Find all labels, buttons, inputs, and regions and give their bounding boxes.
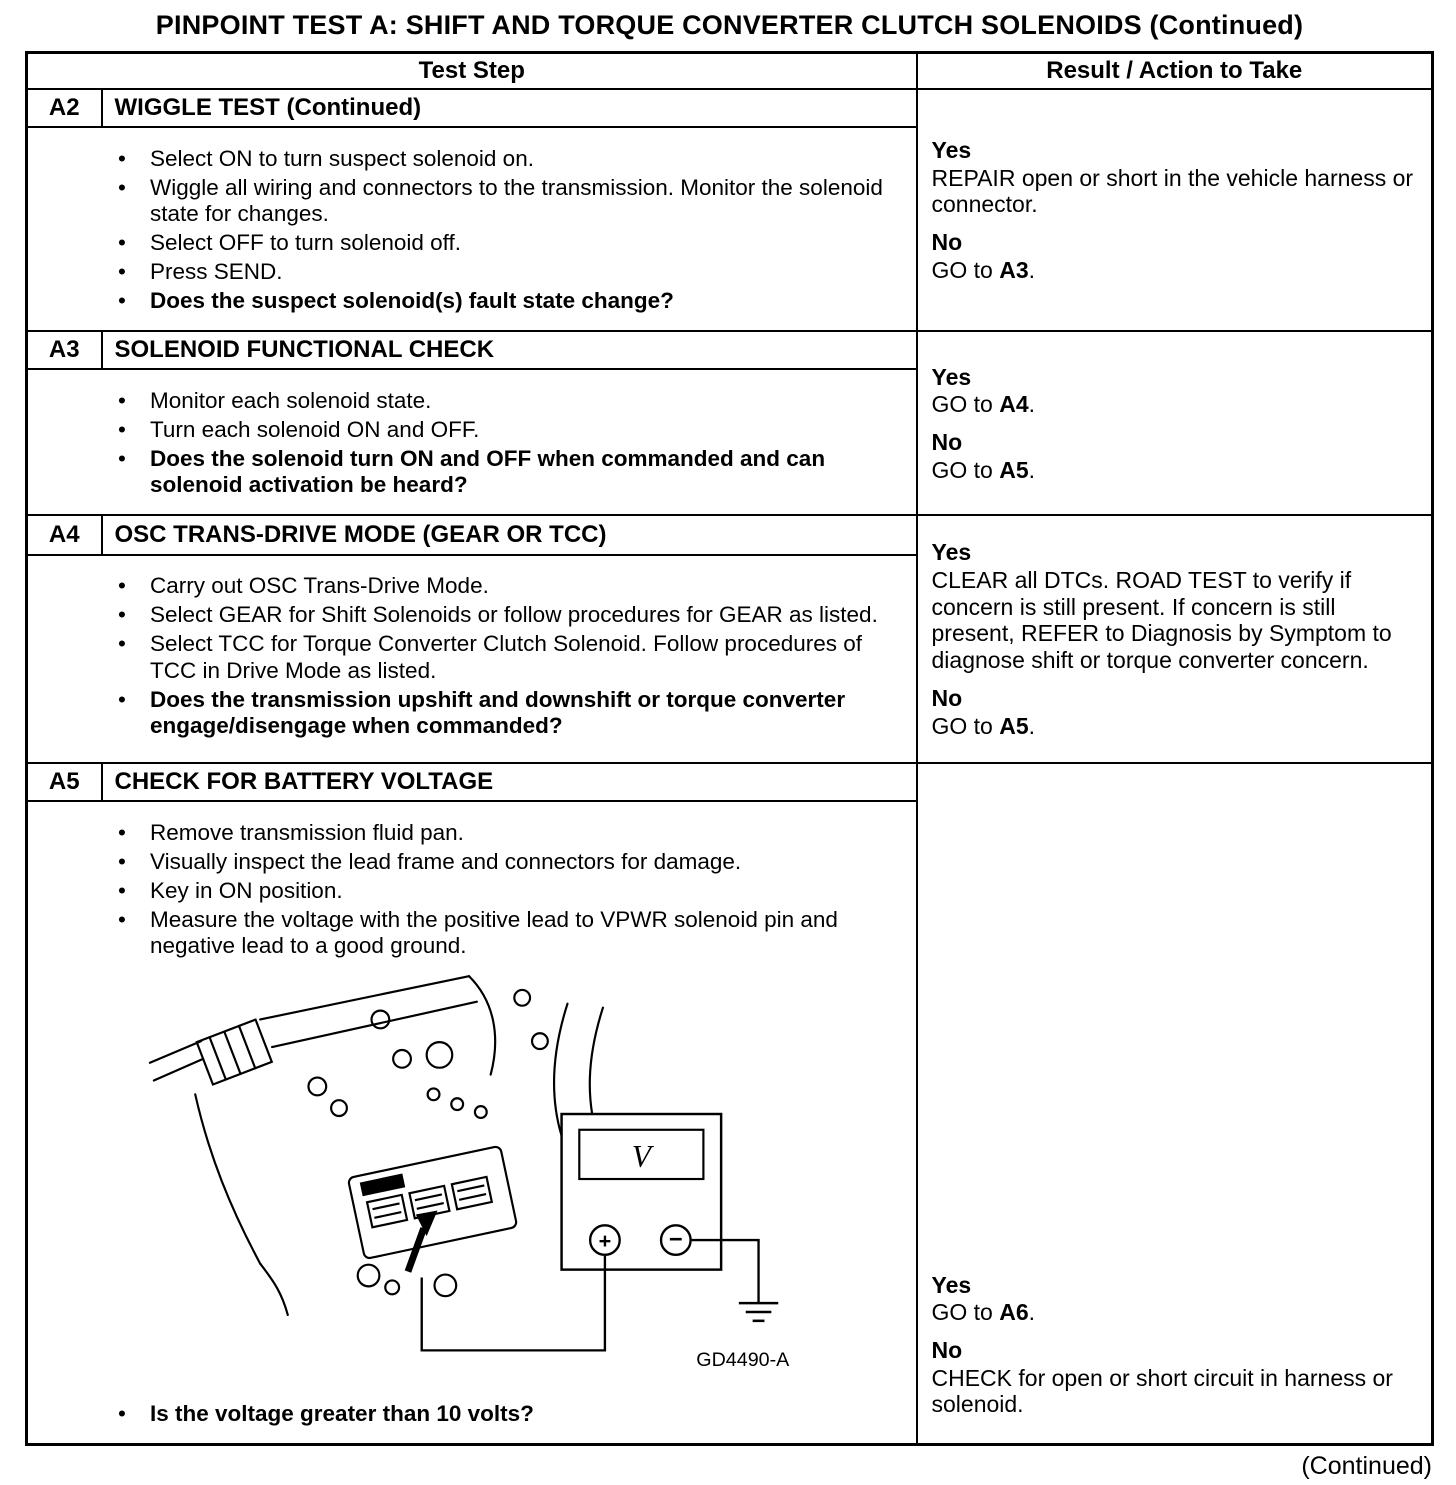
result-action — [932, 713, 1418, 740]
action-text: A6 — [999, 1299, 1029, 1326]
figure-container — [144, 968, 904, 1397]
probe-arrow-icon — [408, 1210, 438, 1271]
bullet-item — [116, 1401, 904, 1428]
vpwr-pin-icon — [361, 1175, 404, 1195]
bullet-text: Wiggle all wiring and connectors to the transmission. Monitor the solenoid state for changes. — [150, 174, 883, 227]
result-group — [932, 137, 1418, 218]
bullet-text: Press SEND. — [150, 259, 283, 285]
bullet-text: Select GEAR for Shift Solenoids or follow procedures for GEAR as listed. — [150, 602, 878, 628]
result-answer: Yes — [931, 136, 972, 163]
step-body — [27, 369, 917, 515]
result-group — [932, 229, 1418, 283]
step-result-cell — [917, 515, 1433, 763]
action-text: GO to — [931, 712, 1000, 739]
action-text: A4 — [999, 391, 1029, 418]
positive-terminal-icon: + — [598, 1227, 612, 1253]
negative-terminal-icon: − — [668, 1226, 683, 1253]
bullet-item — [116, 573, 904, 600]
bullet-icon: • — [118, 288, 126, 314]
bullet-text: Select OFF to turn solenoid off. — [150, 230, 461, 256]
step-title: CHECK FOR BATTERY VOLTAGE — [102, 763, 917, 801]
pinpoint-test-table — [25, 51, 1434, 1446]
bullet-icon: • — [118, 1400, 126, 1426]
bullet-item — [116, 631, 904, 684]
bullet-text: Key in ON position. — [150, 877, 343, 903]
bullet-text: Measure the voltage with the positive lead to VPWR solenoid pin and negative lead to a good ground. — [150, 906, 838, 959]
figure-caption: GD4490-A — [696, 1349, 790, 1372]
bullet-item — [116, 175, 904, 228]
bullet-text: Select ON to turn suspect solenoid on. — [150, 145, 534, 171]
page-title: PINPOINT TEST A: SHIFT AND TORQUE CONVERTER CLUTCH SOLENOIDS (Continued) — [155, 10, 1304, 40]
action-text: . — [1028, 456, 1036, 483]
bullet-item — [116, 388, 904, 415]
result-answer: No — [931, 428, 963, 455]
result-action — [932, 1365, 1418, 1418]
action-text: A5 — [999, 456, 1029, 483]
ground-symbol-icon — [739, 1303, 778, 1321]
bullet-text: Select TCC for Torque Converter Clutch Solenoid. Follow procedures of TCC in Drive Mode as listed. — [150, 631, 863, 683]
result-action — [932, 1299, 1418, 1326]
result-answer: Yes — [931, 363, 972, 390]
step-header-row — [27, 89, 1433, 127]
result-group — [932, 1272, 1418, 1326]
result-answer: No — [931, 1336, 963, 1363]
bullet-item — [116, 146, 904, 173]
action-text: . — [1028, 391, 1036, 418]
step-title: OSC TRANS-DRIVE MODE (GEAR OR TCC) — [102, 515, 917, 554]
step-header-row — [27, 763, 1433, 801]
result-group — [932, 685, 1418, 739]
result-action — [932, 457, 1418, 484]
bullet-text: Monitor each solenoid state. — [150, 387, 432, 413]
result-column-header: Result / Action to Take — [917, 53, 1433, 90]
step-title: WIGGLE TEST (Continued) — [102, 89, 917, 127]
result-group — [932, 539, 1418, 673]
action-text: . — [1028, 256, 1036, 283]
bullet-text: Remove transmission fluid pan. — [150, 819, 464, 845]
continued-note: (Continued) — [1301, 1451, 1432, 1480]
bullet-item — [116, 878, 904, 905]
bullet-item — [116, 849, 904, 876]
bullet-text: Does the transmission upshift and downshift or torque converter engage/disengage when commanded? — [150, 686, 846, 739]
bullet-icon: • — [118, 230, 126, 256]
bullet-text: Turn each solenoid ON and OFF. — [150, 416, 480, 442]
bullet-icon: • — [118, 819, 126, 845]
column-header-row — [27, 53, 1433, 90]
step-id: A3 — [27, 331, 102, 369]
step-id: A5 — [27, 763, 102, 801]
bullet-item — [116, 417, 904, 444]
pinpoint-table-body — [27, 89, 1433, 1444]
bullet-item — [116, 820, 904, 847]
result-action — [932, 567, 1418, 674]
step-result-cell — [917, 89, 1433, 331]
bullet-text: Is the voltage greater than 10 volts? — [150, 1400, 534, 1426]
action-text: REPAIR open or short in the vehicle harness or connector. — [931, 164, 1414, 218]
bullet-icon: • — [118, 387, 126, 413]
step-body — [27, 127, 917, 331]
bullet-text: Visually inspect the lead frame and connectors for damage. — [150, 848, 742, 874]
solenoid-connector — [348, 1146, 517, 1259]
result-action — [932, 257, 1418, 284]
voltmeter-display-label: V — [631, 1139, 651, 1175]
result-answer: Yes — [931, 539, 972, 566]
step-header-row — [27, 515, 1433, 554]
bullet-icon: • — [118, 573, 126, 599]
bullet-item — [116, 446, 904, 499]
bullet-text: Carry out OSC Trans-Drive Mode. — [150, 573, 489, 599]
bullet-icon: • — [118, 416, 126, 442]
action-text: CLEAR all DTCs. ROAD TEST to verify if concern is still present. If concern is still present, REFER to Diagnosis by Symptom to diagnose shift or torque converter concern. — [931, 567, 1392, 674]
action-text: CHECK for open or short circuit in harness or solenoid. — [931, 1364, 1393, 1418]
bullet-text: Does the solenoid turn ON and OFF when commanded and can solenoid activation be heard? — [150, 445, 826, 498]
bullet-icon: • — [118, 906, 126, 932]
voltmeter — [562, 1114, 722, 1270]
action-text: GO to — [931, 1299, 1000, 1326]
action-text: A3 — [999, 256, 1029, 283]
step-header-row — [27, 331, 1433, 369]
bullet-item — [116, 907, 904, 960]
harness-connector-icon — [197, 1020, 272, 1085]
bullet-icon: • — [118, 174, 126, 200]
bullet-item — [116, 288, 904, 315]
bullet-icon: • — [118, 848, 126, 874]
bullet-item — [116, 602, 904, 629]
bullet-icon: • — [118, 145, 126, 171]
bullet-icon: • — [118, 631, 126, 657]
step-title: SOLENOID FUNCTIONAL CHECK — [102, 331, 917, 369]
bullet-text: Does the suspect solenoid(s) fault state change? — [150, 288, 674, 314]
bullet-item — [116, 230, 904, 257]
step-id: A4 — [27, 515, 102, 554]
action-text: GO to — [931, 456, 1000, 483]
battery-voltage-diagram — [144, 968, 794, 1392]
bullet-item — [116, 259, 904, 286]
bullet-icon: • — [118, 877, 126, 903]
result-action — [932, 391, 1418, 418]
step-id: A2 — [27, 89, 102, 127]
result-answer: Yes — [931, 1271, 972, 1298]
action-text: GO to — [931, 391, 1000, 418]
bullet-icon: • — [118, 686, 126, 712]
result-group — [932, 1337, 1418, 1418]
result-group — [932, 429, 1418, 483]
bullet-icon: • — [118, 259, 126, 285]
action-text: . — [1028, 1299, 1036, 1326]
step-result-cell — [917, 331, 1433, 515]
result-answer: No — [931, 684, 963, 711]
step-result-cell — [917, 763, 1433, 1444]
result-answer: No — [931, 228, 963, 255]
action-text: . — [1028, 712, 1036, 739]
step-body — [27, 555, 917, 763]
result-action — [932, 165, 1418, 218]
action-text: GO to — [931, 256, 1000, 283]
lead-frame-drawing — [150, 976, 603, 1315]
bullet-item — [116, 687, 904, 740]
step-body — [27, 801, 917, 1444]
action-text: A5 — [999, 712, 1029, 739]
bullet-icon: • — [118, 445, 126, 471]
test-step-column-header: Test Step — [27, 53, 917, 90]
bullet-icon: • — [118, 602, 126, 628]
result-group — [932, 364, 1418, 418]
